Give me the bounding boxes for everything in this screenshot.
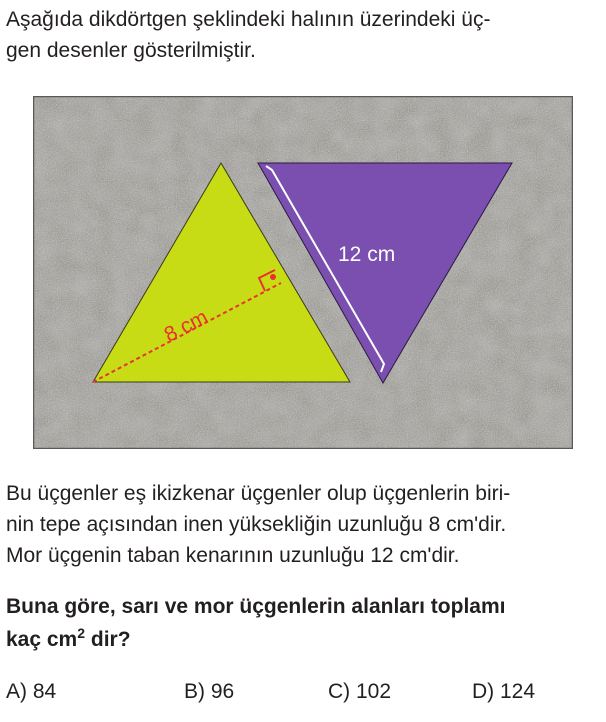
intro-line-1: Aşağıda dikdörtgen şeklindeki halının üzerindeki üç- xyxy=(6,8,491,31)
question-line-2-after: dir? xyxy=(85,628,131,651)
side-label: 12 cm xyxy=(338,243,396,266)
right-angle-dot xyxy=(270,274,276,280)
carpet-texture xyxy=(34,97,573,449)
height-label: 8 cm xyxy=(160,305,212,347)
statement-line-2: nin tepe açısından inen yüksekliğin uzunluğu 8 cm'dir. xyxy=(6,513,507,536)
option-d[interactable]: D) 124 xyxy=(472,680,536,703)
option-b[interactable]: B) 96 xyxy=(184,680,235,703)
intro-line-2: gen desenler gösterilmiştir. xyxy=(6,39,256,62)
question-text xyxy=(6,590,600,656)
answer-options xyxy=(6,676,600,708)
option-c[interactable]: C) 102 xyxy=(328,680,392,703)
intro-text xyxy=(6,4,600,66)
question-superscript: 2 xyxy=(77,625,86,641)
statement-text xyxy=(6,478,600,571)
carpet-illustration xyxy=(33,96,573,449)
statement-line-3: Mor üçgenin taban kenarının uzunluğu 12 cm'dir. xyxy=(6,544,460,567)
carpet-figure xyxy=(33,96,573,449)
question-line-1: Buna göre, sarı ve mor üçgenlerin alanları toplamı xyxy=(6,595,506,618)
question-line-2-before: kaç cm xyxy=(6,628,78,651)
statement-line-1: Bu üçgenler eş ikizkenar üçgenler olup üçgenlerin biri- xyxy=(6,482,511,505)
option-a[interactable]: A) 84 xyxy=(6,680,57,703)
